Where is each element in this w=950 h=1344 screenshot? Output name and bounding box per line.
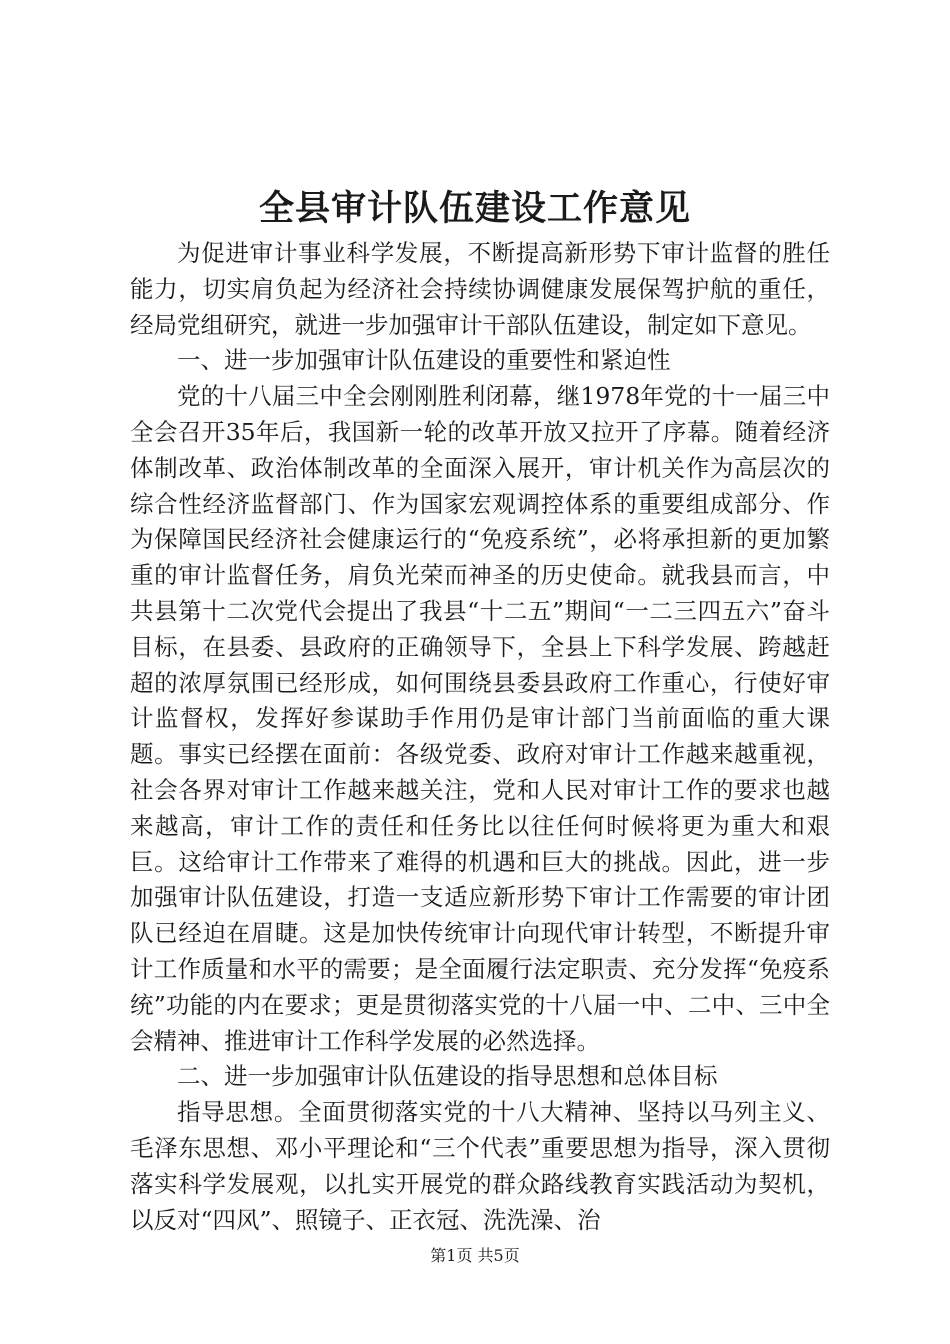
document-body bbox=[130, 236, 830, 1238]
section-1-paragraph: 党的十八届三中全会刚刚胜利闭幕，继1978年党的十一届三中全会召开35年后，我国新一轮的改革开放又拉开了序幕。随着经济体制改革、政治体制改革的全面深入展开，审计机关作为高层次的综合性经济监督部门、作为国家宏观调控体系的重要组成部分、作为保障国民经济社会健康运行的“免疫系统”，必将承担新的更加繁重的审计监督任务，肩负光荣而神圣的历史使命。就我县而言，中共县第十二次党代会提出了我县“十二五”期间“一二三四五六”奋斗目标，在县委、县政府的正确领导下，全县上下科学发展、跨越赶超的浓厚氛围已经形成，如何围绕县委县政府工作重心，行使好审计监督权，发挥好参谋助手作用仍是审计部门当前面临的重大课题。事实已经摆在面前：各级党委、政府对审计工作越来越重视，社会各界对审计工作越来越关注，党和人民对审计工作的要求也越来越高，审计工作的责任和任务比以往任何时候将更为重大和艰巨。这给审计工作带来了难得的机遇和巨大的挑战。因此，进一步加强审计队伍建设，打造一支适应新形势下审计工作需要的审计团队已经迫在眉睫。这是加快传统审计向现代审计转型，不断提升审计工作质量和水平的需要；是全面履行法定职责、充分发挥“免疫系统”功能的内在要求；更是贯彻落实党的十八届一中、二中、三中全会精神、推进审计工作科学发展的必然选择。 bbox=[130, 382, 830, 1055]
section-2-paragraph: 指导思想。全面贯彻落实党的十八大精神、坚持以马列主义、毛泽东思想、邓小平理论和“三个代表”重要思想为指导，深入贯彻落实科学发展观，以扎实开展党的群众路线教育实践活动为契机，以反对“四风”、照镜子、正衣冠、洗洗澡、治 bbox=[130, 1098, 830, 1234]
intro-paragraph: 为促进审计事业科学发展，不断提高新形势下审计监督的胜任能力，切实肩负起为经济社会持续协调健康发展保驾护航的重任，经局党组研究，就进一步加强审计干部队伍建设，制定如下意见。 bbox=[130, 239, 830, 339]
document-title: 全县审计队伍建设工作意见 bbox=[258, 188, 691, 229]
section-heading-2: 二、进一步加强审计队伍建设的指导思想和总体目标 bbox=[177, 1062, 718, 1091]
page-footer: 第1页 共5页 bbox=[430, 1246, 520, 1265]
section-heading-1: 一、进一步加强审计队伍建设的重要性和紧迫性 bbox=[177, 346, 671, 375]
